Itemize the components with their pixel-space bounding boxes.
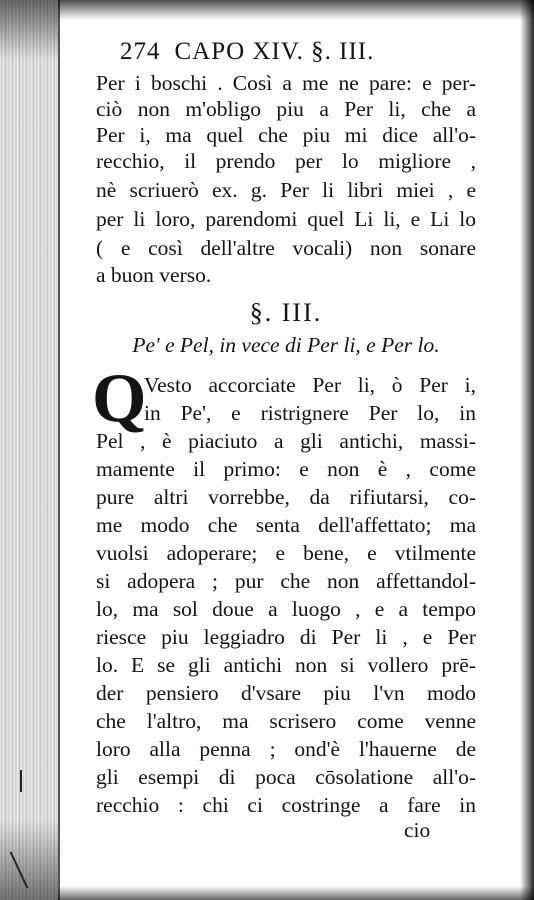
paragraph-line: in Pe', e ristrignere Per lo, in — [144, 401, 476, 425]
running-head — [120, 38, 460, 66]
text-line: per li loro, parendomi quel Li li, e Li lo — [96, 207, 476, 231]
text-line: a buon verso. — [96, 263, 212, 287]
paragraph-line: loro alla penna ; ond'è l'hauerne de — [96, 737, 476, 761]
top-shadow — [58, 0, 534, 20]
chapter-heading: CAPO XIV. §. III. — [174, 38, 375, 65]
paragraph-line: Pel , è piaciuto a gli antichi, massi- — [96, 429, 476, 453]
page-stack-edge — [0, 0, 60, 900]
paragraph-line: gli esempi di poca cōsolatione all'o- — [96, 765, 476, 789]
paragraph-line: pure altri vorrebbe, da rifiutarsi, co- — [96, 485, 476, 509]
ink-mark — [20, 770, 22, 792]
paragraph-line: si adopera ; pur che non affettandol- — [96, 569, 476, 593]
paragraph-line: recchio : chi ci costringe a fare in — [96, 793, 476, 817]
paragraph-line: riesce piu leggiadro di Per li , e Per — [96, 625, 476, 649]
section-title: §. III. — [249, 298, 323, 327]
text-line: ciò non m'obligo piu a Per li, che a — [96, 97, 476, 121]
drop-cap: Q — [92, 360, 147, 437]
text-line: Per i boschi . Così a me ne pare: e per- — [96, 71, 476, 95]
paragraph-line: der pensiero d'vsare piu l'vn modo — [96, 681, 476, 705]
catchword: cio — [404, 818, 431, 842]
paragraph-line: Vesto accorciate Per li, ò Per i, — [144, 373, 476, 397]
text-line: nè scriuerò ex. g. Per li libri miei , e — [96, 178, 476, 202]
section-subtitle: Pe' e Pel, in vece di Per li, e Per lo. — [132, 333, 440, 357]
text-line: Per i, ma quel che piu mi dice all'o- — [96, 123, 476, 147]
paragraph-line: lo. E se gli antichi non si vollero prē- — [96, 653, 476, 677]
paragraph-line: vuolsi adoperare; e bene, e vtilmente — [96, 541, 476, 565]
paragraph-line: che l'altro, ma scrisero come venne — [96, 709, 476, 733]
bottom-shadow — [58, 886, 534, 900]
gutter-shadow — [520, 0, 534, 900]
paragraph-line: me modo che senta dell'affettato; ma — [96, 513, 476, 537]
page-number: 274 — [120, 38, 161, 65]
text-line: recchio, il prendo per lo migliore , — [96, 149, 476, 173]
text-line: ( e così dell'altre vocali) non sonare — [96, 236, 476, 260]
paragraph-line: lo, ma sol doue a luogo , e a tempo — [96, 597, 476, 621]
paragraph-line: mamente il primo: e non è , come — [96, 457, 476, 481]
